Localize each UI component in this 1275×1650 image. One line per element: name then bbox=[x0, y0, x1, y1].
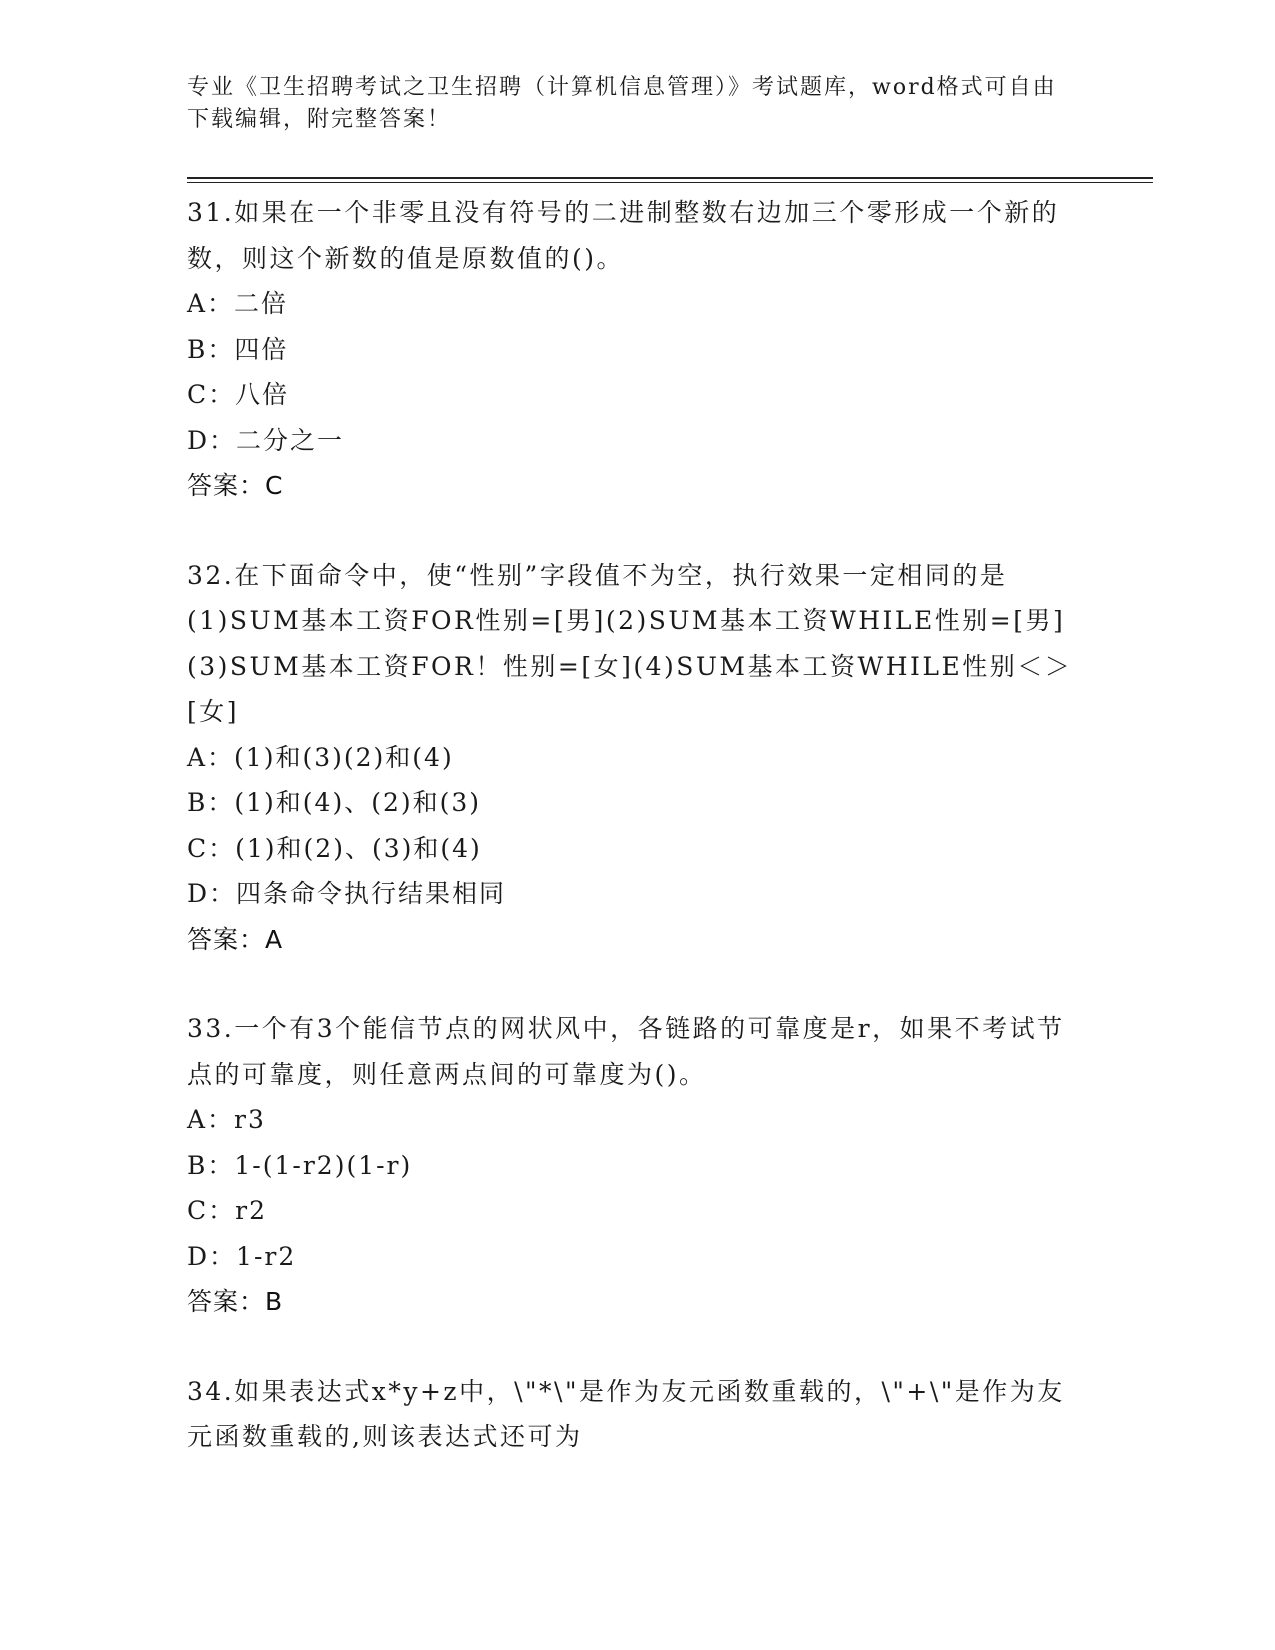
question-32 bbox=[187, 553, 1087, 963]
answer: 答案：A bbox=[187, 924, 284, 954]
question-31 bbox=[187, 190, 1087, 509]
option-d: D：四条命令执行结果相同 bbox=[187, 879, 507, 908]
header-divider-thick bbox=[187, 177, 1153, 179]
option-d: D：二分之一 bbox=[187, 425, 345, 455]
answer: 答案：C bbox=[187, 471, 284, 500]
option-d: D：1-r2 bbox=[187, 1241, 297, 1271]
question-stem: 34.如果表达式x*y+z中，\"*\"是作为友元函数重载的，\"+\"是作为友元函数重载的,则该表达式还可为 bbox=[187, 1376, 1065, 1451]
option-c: C：r2 bbox=[187, 1196, 267, 1225]
header-divider-thin bbox=[187, 182, 1153, 183]
option-a: A：二倍 bbox=[187, 289, 289, 318]
question-33 bbox=[187, 1006, 1087, 1325]
option-a: A：r3 bbox=[187, 1105, 266, 1134]
question-34 bbox=[187, 1369, 1087, 1460]
question-stem: 33.一个有3个能信节点的网状风中，各链路的可靠度是r，如果不考试节点的可靠度，则任意两点间的可靠度为()。 bbox=[187, 1014, 1065, 1089]
question-list bbox=[187, 190, 1087, 1504]
answer: 答案：B bbox=[187, 1287, 284, 1316]
document-header: 专业《卫生招聘考试之卫生招聘（计算机信息管理）》考试题库，word格式可自由下载编辑，附完整答案！ bbox=[187, 75, 1057, 132]
option-c: C：八倍 bbox=[187, 380, 290, 409]
question-stem: 31.如果在一个非零且没有符号的二进制整数右边加三个零形成一个新的数，则这个新数的值是原数值的()。 bbox=[187, 198, 1060, 273]
option-c: C：(1)和(2)、(3)和(4) bbox=[187, 833, 482, 863]
option-b: B：四倍 bbox=[187, 334, 289, 364]
option-a: A：(1)和(3)(2)和(4) bbox=[187, 742, 454, 772]
option-b: B：(1)和(4)、(2)和(3) bbox=[187, 788, 482, 817]
option-b: B：1-(1-r2)(1-r) bbox=[187, 1150, 413, 1180]
question-stem: 32.在下面命令中，使“性别”字段值不为空，执行效果一定相同的是(1)SUM基本工资FOR性别=[男](2)SUM基本工资WHILE性别=[男](3)SUM基本工资FOR！性别=[女](4)SUM基本工资WHILE性别＜＞[女] bbox=[187, 560, 1073, 726]
